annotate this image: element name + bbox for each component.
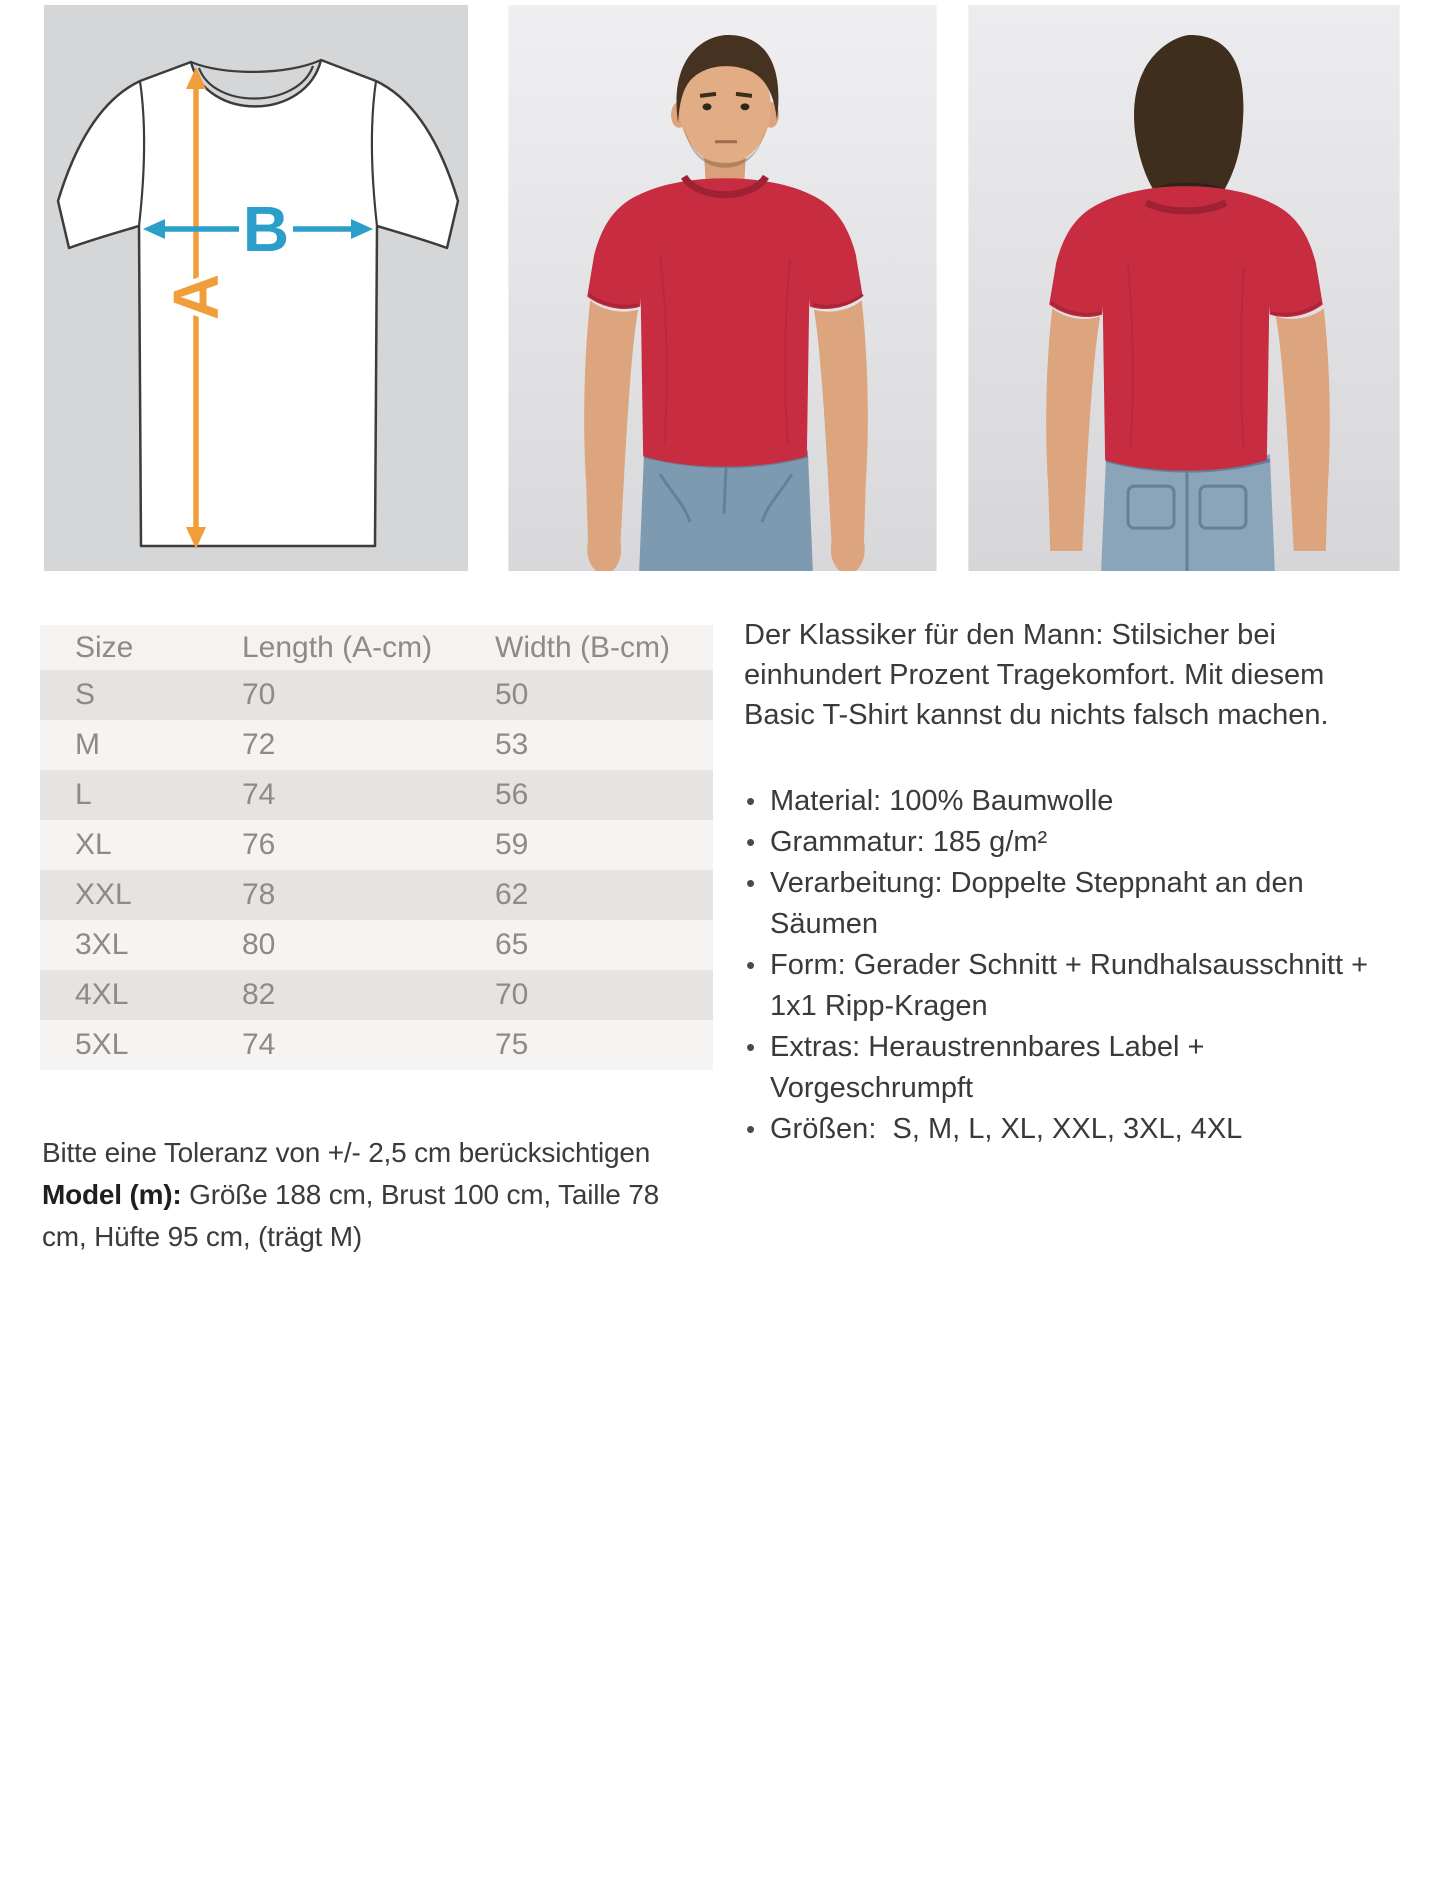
table-cell-size: 3XL: [75, 928, 129, 961]
column-header-width: Width (B-cm): [495, 631, 670, 664]
model-info-text: Größe 188 cm, Brust 100 cm, Taille 78 cm, Hüfte 95 cm, (trägt M): [42, 1179, 659, 1252]
table-header-row: [40, 625, 713, 670]
table-row: [40, 970, 713, 1020]
table-cell-size: M: [75, 728, 100, 761]
product-photo-front: [508, 5, 937, 571]
table-row: [40, 720, 713, 770]
feature-list: [744, 781, 1392, 1150]
label-b: B: [242, 193, 290, 265]
table-cell-length: 82: [242, 978, 276, 1011]
table-cell-width: 53: [495, 728, 529, 761]
table-cell-width: 75: [495, 1028, 529, 1061]
model-info: [42, 1174, 667, 1258]
table-row: [40, 820, 713, 870]
feature-verarbeitung: • Verarbeitung: Doppelte Steppnaht an den Säumen: [744, 863, 1392, 945]
table-row: [40, 920, 713, 970]
table-cell-size: 4XL: [75, 978, 129, 1011]
table-cell-length: 74: [242, 778, 276, 811]
feature-form: • Form: Gerader Schnitt + Rundhalsausschnitt + 1x1 Ripp-Kragen: [744, 945, 1392, 1027]
table-cell-size: XL: [75, 828, 112, 861]
measurement-notes: [42, 1132, 667, 1258]
feature-extras: • Extras: Heraustrennbares Label + Vorgeschrumpft: [744, 1027, 1392, 1109]
model-info-label: Model (m):: [42, 1179, 182, 1210]
table-cell-size: L: [75, 778, 92, 811]
table-cell-length: 70: [242, 678, 276, 711]
tolerance-note: Bitte eine Toleranz von +/- 2,5 cm berücksichtigen: [42, 1137, 651, 1168]
table-cell-length: 74: [242, 1028, 276, 1061]
table-cell-length: 78: [242, 878, 276, 911]
model-back-illustration: [968, 5, 1400, 571]
table-cell-width: 56: [495, 778, 529, 811]
product-description: [744, 615, 1392, 1150]
label-a: A: [160, 273, 232, 321]
table-row: [40, 770, 713, 820]
column-header-size: Size: [75, 631, 134, 664]
column-header-length: Length (A-cm): [242, 631, 433, 664]
size-measurement-diagram: [44, 5, 468, 571]
tshirt-diagram-graphic: [44, 5, 468, 571]
model-front-illustration: [508, 5, 937, 571]
feature-groessen: • Größen: S, M, L, XL, XXL, 3XL, 4XL: [744, 1109, 1392, 1150]
table-cell-width: 50: [495, 678, 529, 711]
table-cell-size: 5XL: [75, 1028, 129, 1061]
table-row: [40, 870, 713, 920]
feature-material: • Material: 100% Baumwolle: [744, 781, 1392, 822]
feature-grammatur: • Grammatur: 185 g/m²: [744, 822, 1392, 863]
table-cell-width: 65: [495, 928, 529, 961]
table-cell-width: 70: [495, 978, 529, 1011]
description-intro: Der Klassiker für den Mann: Stilsicher bei einhundert Prozent Tragekomfort. Mit diesem Basic T-Shirt kannst du nichts falsch machen.: [744, 619, 1329, 731]
table-row: [40, 1020, 713, 1070]
table-cell-size: S: [75, 678, 96, 711]
table-cell-length: 76: [242, 828, 276, 861]
table-cell-width: 59: [495, 828, 529, 861]
table-cell-length: 80: [242, 928, 276, 961]
table-cell-width: 62: [495, 878, 529, 911]
table-cell-size: XXL: [75, 878, 132, 911]
size-chart-table: [40, 625, 713, 1070]
product-photo-back: [968, 5, 1400, 571]
table-cell-length: 72: [242, 728, 276, 761]
table-row: [40, 670, 713, 720]
